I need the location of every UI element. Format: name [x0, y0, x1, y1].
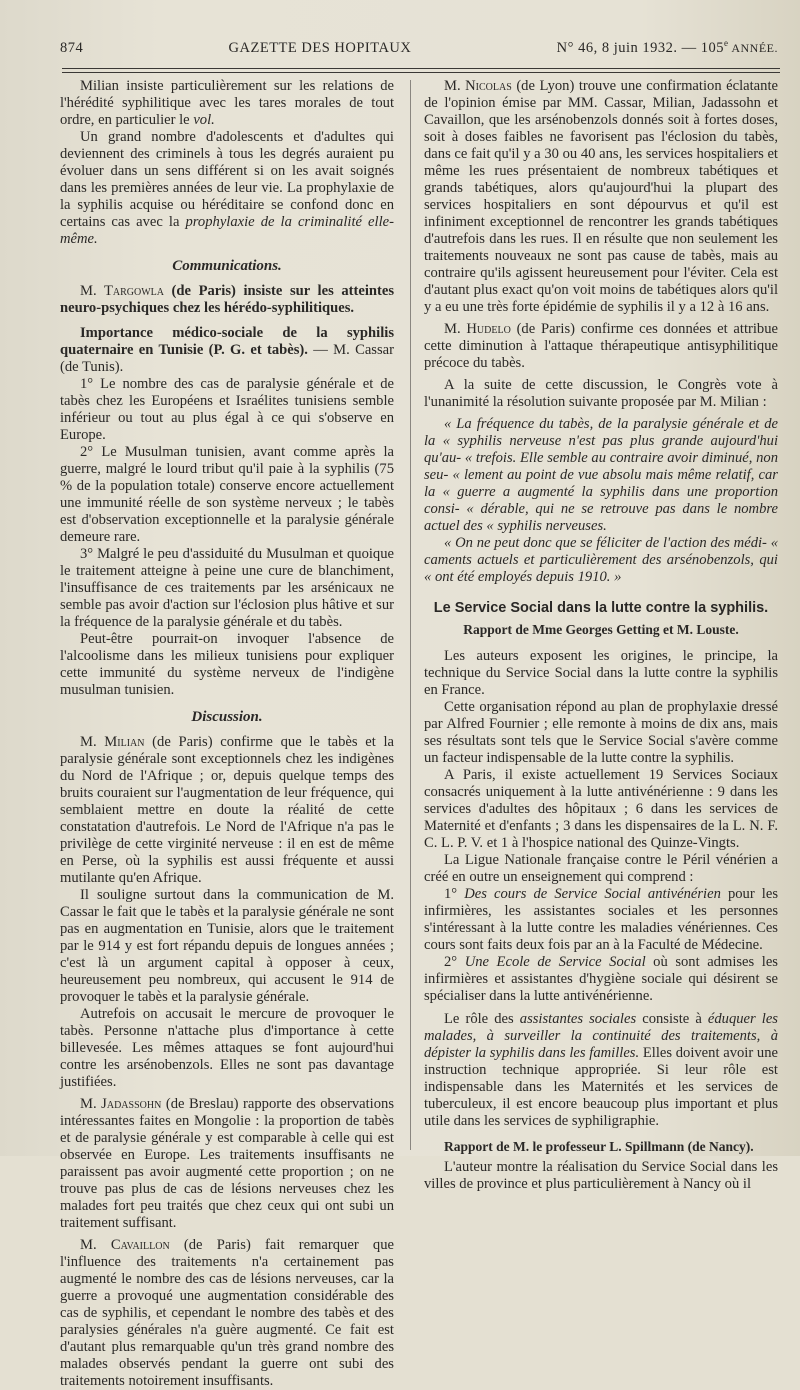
paragraph: M. Hudelo (de Paris) confirme ces données et attribue cette diminution à l'attaque thérapeutique antisyphilitique précoce du tabès.	[424, 321, 778, 371]
resolution-quote	[424, 416, 778, 586]
paragraph: Les auteurs exposent les origines, le principe, la technique du Service Social dans la lutte contre la syphilis en France.	[424, 648, 778, 698]
paragraph: 1° Des cours de Service Social antivénérien pour les infirmières, les assistantes sociales et les personnes s'intéressant à la lutte contre les maladies vénériennes. Ces cours sont faits deux fois par an à la Faculté de Médecine.	[424, 886, 778, 953]
paragraph: 2° Une Ecole de Service Social où sont admises les infirmières et assistantes d'hygiène sociale qui désirent se spécialiser dans la lutte antivénérienne.	[424, 954, 778, 1004]
column-divider	[410, 80, 411, 1150]
paragraph: A la suite de cette discussion, le Congrès vote à l'unanimité la résolution suivante proposée par M. Milian :	[424, 377, 778, 410]
paragraph: Autrefois on accusait le mercure de provoquer le tabès. Personne n'attache plus d'importance à cette billevesée. Les mêmes attaques se font aujourd'hui contre les arsénobenzols. Elles ne sont pas davantage justifiées.	[60, 1006, 394, 1090]
paragraph: M. Jadassohn (de Breslau) rapporte des observations intéressantes faites en Mongolie : la proportion de tabès et de paralysie générale y est comparable à celle qui est observée en Europe. Les traitements insuffisants ne paraissent pas avoir augmenté cette proportion ; on ne trouve pas plus de cas de lésions nerveuses chez les malades fort peu traités que chez ceux qui ont subi un traitement suffisant.	[60, 1096, 394, 1231]
paragraph: A Paris, il existe actuellement 19 Services Sociaux consacrés uniquement à la lutte antivénérienne : 9 dans les services d'adultes des hôpitaux ; 6 dans les services de Maternité et d'enfants ; 3 dans les dispensaires de la L. N. F. C. L. P. V. et 1 à l'hospice national des Quinze-Vingts.	[424, 767, 778, 851]
page-header	[60, 38, 778, 64]
quote-paragraph: « On ne peut donc que se féliciter de l'action des médi- « caments actuels et particulièrement des arsénobenzols, qui « ont été employés depuis 1910. »	[424, 535, 778, 585]
paragraph: Peut-être pourrait-on invoquer l'absence de l'alcoolisme dans les milieux tunisiens pour expliquer cette immunité du système nerveux de l'indigène musulman tunisien.	[60, 631, 394, 698]
journal-title: GAZETTE DES HOPITAUX	[228, 39, 412, 56]
paragraph: L'auteur montre la réalisation du Service Social dans les villes de province et plus particulièrement à Nancy où il	[424, 1159, 778, 1192]
paragraph: Il souligne surtout dans la communication de M. Cassar le fait que le tabès et la paralysie générale ne sont pas en augmentation en Tunisie, alors que le traitement par le 914 y est fort répandu depuis de longues années ; c'est là un argument capital à opposer à ceux, heureusement peu nombreux, qui accusent le 914 de provoquer le tabès et la paralysie générale.	[60, 887, 394, 1005]
section-title-communications: Communications.	[172, 258, 282, 274]
paragraph: M. Cavaillon (de Paris) fait remarquer que l'influence des traitements n'a certainement pas augmenté le nombre des cas de lésions nerveuses, car la guerre a provoqué une augmentation considérable des cas de syphilis, et cependant le nombre des tabès et des paralysies générales n'a guère augmenté. Ce fait est d'autant plus remarquable qu'un très grand nombre des malades observés pendant la guerre ont subi des traitements notoirement insuffisants.	[60, 1237, 394, 1389]
section-title-discussion: Discussion.	[191, 709, 263, 725]
paragraph: Un grand nombre d'adolescents et d'adultes qui deviennent des criminels à tous les degrés auraient pu évoluer dans un sens différent si on les avait soignés dans les premières années de leur vie. La prophylaxie de la syphilis acquise ou héréditaire se confond donc en certains cas avec la prophylaxie de la criminalité elle-même.	[60, 129, 394, 247]
issue-line: N° 46, 8 juin 1932. — 105e ANNÉE.	[556, 38, 778, 56]
paragraph: 1° Le nombre des cas de paralysie générale et de tabès chez les Européens et Israélites tunisiens semble inférieur ou tout au plus égal à ce qui s'observe en Europe.	[60, 376, 394, 443]
header-rule-thin	[62, 72, 780, 73]
paragraph: Le rôle des assistantes sociales consiste à éduquer les malades, à surveiller la continuité des traitements, à dépister la syphilis dans les familles. Elles doivent avoir une instruction technique appropriée. Si leur rôle est indispensable dans les Maternités et les services de tuberculeux, il est encore beaucoup plus important et plus utile dans les services de syphiligraphie.	[424, 1011, 778, 1129]
right-column	[424, 78, 778, 1193]
page-number: 874	[60, 39, 84, 56]
paragraph: M. Milian (de Paris) confirme que le tabès et la paralysie générale sont exceptionnels chez les indigènes du Nord de l'Afrique ; or, depuis quelque temps des bruits couraient sur l'augmentation de leur fréquence, qui semblaient mettre en doute la réalité de cette constatation d'autrefois. Le Nord de l'Afrique n'a pas le privilège de cette virginité nerveuse : il en est de même en Perse, où la syphilis est aussi fréquente et aussi mutilante qu'en Afrique.	[60, 734, 394, 886]
report-byline-spillmann: Rapport de M. le professeur L. Spillmann (de Nancy).	[444, 1139, 754, 1154]
paragraph: Milian insiste particulièrement sur les relations de l'hérédité syphilitique avec les tares morales de tout ordre, en particulier le vol.	[60, 78, 394, 128]
paragraph: M. Nicolas (de Lyon) trouve une confirmation éclatante de l'opinion émise par MM. Cassar, Milian, Jadassohn et Cavaillon, que les arsénobenzols donnés soit à fortes doses, soit à doses faibles ne favorisent pas l'éclosion du tabès, dans ce fait qu'il y a 30 ou 40 ans, les services hospitaliers et même les rues présentaient de nombreux tabétiques et grands tabétiques, alors qu'aujourd'hui la plupart des services hospitaliers en sont dépourvus et qu'il est infiniment exceptionnel de rencontrer les grands tabétiques d'autrefois dans les rues. Il en résulte que non seulement les traitements nouveaux ne sont pas cause de tabès, mais au contraire qu'ils agissent heureusement pour l'éviter. Cela est d'autant plus exact qu'on voit moins de tabétiques alors qu'il y a eu une très forte épidémie de syphilis il y a 12 à 16 ans.	[424, 78, 778, 315]
header-rule	[62, 68, 780, 69]
quote-paragraph: « La fréquence du tabès, de la paralysie générale et de la « syphilis nerveuse n'est pas plus grande aujourd'hui qu'au- « trefois. Elle semble au contraire avoir diminué, non seu- « lement au point de vue absolu mais même relatif, car la « guerre a augmenté la syphilis dans une proportion consi- « dérable, qui ne se retrouve pas dans le nombre actuel des « syphilis nerveuses.	[424, 416, 778, 534]
paragraph: Cette organisation répond au plan de prophylaxie dressé par Alfred Fournier ; elle remonte à moins de dix ans, mais ses résultats sont tels que le Service Social s'avère comme un facteur indispensable de la lutte contre la syphilis.	[424, 699, 778, 766]
paragraph: 3° Malgré le peu d'assiduité du Musulman et quoique le traitement atteigne à peine une cure de blanchiment, l'insuffisance de ces traitements par les arsénicaux ne semble pas avoir d'action sur l'éclosion plus hâtive et sur la fréquence de la paralysie générale et du tabès.	[60, 546, 394, 630]
paragraph: Importance médico-sociale de la syphilis quaternaire en Tunisie (P. G. et tabès). — M. Cassar (de Tunis).	[60, 325, 394, 375]
paragraph: M. Targowla (de Paris) insiste sur les atteintes neuro-psychiques chez les hérédo-syphilitiques.	[60, 283, 395, 316]
paragraph: La Ligue Nationale française contre le Péril vénérien a créé en outre un enseignement qui comprend :	[424, 852, 778, 885]
paragraph: 2° Le Musulman tunisien, avant comme après la guerre, malgré le lourd tribut qu'il paie à la syphilis (75 % de la population totale) conserve encore actuellement une immunité réelle de son système nerveux ; le tabès est d'observation exceptionnelle et la paralysie générale demeure rare.	[60, 444, 394, 545]
report-byline: Rapport de Mme Georges Getting et M. Louste.	[463, 622, 739, 637]
section-title-service-social: Le Service Social dans la lutte contre la syphilis.	[433, 600, 769, 616]
left-column	[60, 78, 394, 1390]
